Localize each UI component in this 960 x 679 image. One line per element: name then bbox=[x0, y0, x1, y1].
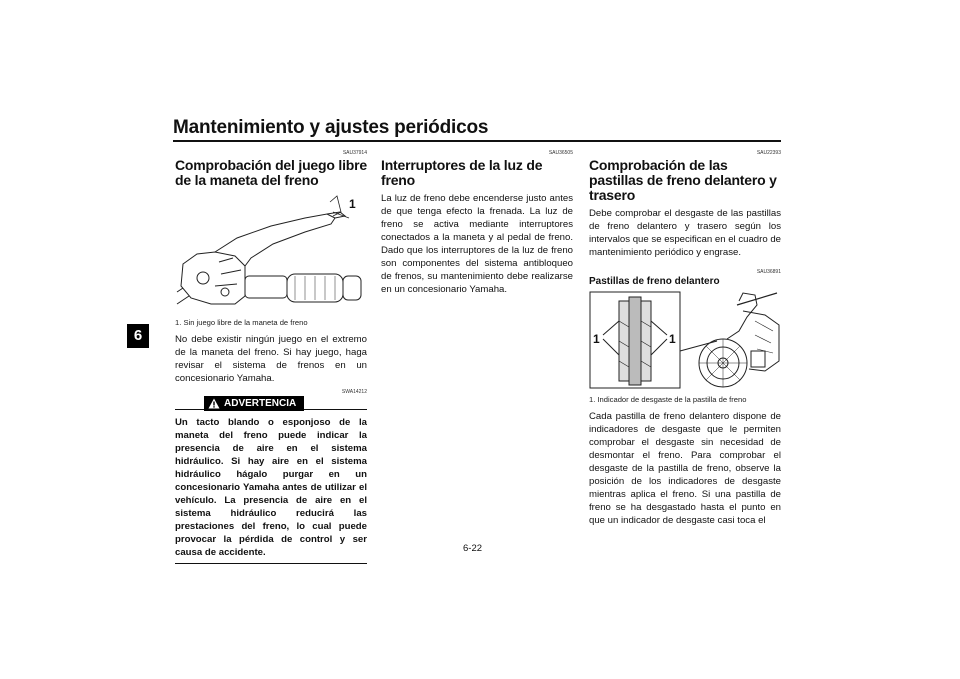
subsection-code: SAU36891 bbox=[756, 269, 781, 275]
figure-caption: 1. Sin juego libre de la maneta de freno bbox=[175, 318, 308, 327]
body-text: La luz de freno debe encenderse justo antes de que tenga efecto la frenada. La luz de freno se activa mediante interruptores conectados a la maneta y al pedal de freno. Dado que los interruptores de la luz de freno son componentes del sistema antibloqueo de frenos, su mantenimiento debe realizarse en un concesionario Yamaha. bbox=[381, 193, 573, 295]
section-heading: Interruptores de la luz de freno bbox=[381, 157, 543, 188]
warning-end-rule bbox=[175, 563, 367, 564]
warning-triangle-icon bbox=[208, 398, 220, 409]
section-heading: Comprobación del juego libre de la maneta del freno bbox=[175, 157, 367, 188]
column-brake-pads bbox=[589, 150, 781, 527]
body-text: Debe comprobar el desgaste de las pastillas de freno delantero y trasero según los intervalos que se especifican en el cuadro de mantenimiento periódico y engrase. bbox=[589, 208, 781, 258]
section-heading: Comprobación de las pastillas de freno delantero y trasero bbox=[589, 157, 777, 203]
figure-label-left: 1 bbox=[593, 332, 600, 346]
body-text-2: Cada pastilla de freno delantero dispone de indicadores de desgaste que le permiten comprobar el desgaste sin necesidad de desmontar el freno. Para comprobar el desgaste de la pastilla de freno, observe la posición de los indicadores de desgaste mientras aplica el freno. Si una pastilla de freno se ha desgastado hasta el punto en que un indicador de desgaste casi toca el bbox=[589, 411, 781, 526]
page-number: 6-22 bbox=[463, 543, 483, 554]
section-code: SAU36505 bbox=[548, 150, 573, 156]
section-code: SAU22393 bbox=[756, 150, 781, 156]
figure-label: 1 bbox=[349, 197, 356, 211]
warning-text: Un tacto blando o esponjoso de la maneta del freno puede indicar la presencia de aire en el sistema hidráulico. Si hay aire en el sistema hidráulico hágalo purgar en un concesionario Yamaha antes de utilizar el vehículo. La presencia de aire en el sistema hidráulico reducirá las prestaciones del freno, lo cual puede provocar la pérdida de control y ser causa de accidente. bbox=[175, 417, 367, 558]
warning-badge bbox=[204, 396, 304, 411]
figure-brake-pads bbox=[589, 291, 781, 389]
page-header-title: Mantenimiento y ajustes periódicos bbox=[173, 117, 489, 138]
warning-header bbox=[175, 396, 367, 412]
chapter-tab: 6 bbox=[127, 324, 149, 348]
warning-label: ADVERTENCIA bbox=[224, 398, 297, 409]
figure-caption: 1. Indicador de desgaste de la pastilla de freno bbox=[589, 395, 747, 404]
figure-brake-lever bbox=[175, 192, 367, 312]
section-code: SAU37914 bbox=[342, 150, 367, 156]
body-text: No debe existir ningún juego en el extremo de la maneta del freno. Si hay juego, haga revisar el sistema de frenos en un concesionario Yamaha. bbox=[175, 334, 367, 384]
brake-pad-wear-illustration bbox=[589, 291, 781, 389]
header-rule bbox=[173, 140, 781, 142]
figure-label-right: 1 bbox=[669, 332, 676, 346]
brake-lever-illustration bbox=[175, 192, 367, 312]
subsection-heading: Pastillas de freno delantero bbox=[589, 276, 720, 287]
warning-code: SWA14212 bbox=[341, 389, 367, 395]
column-brake-lever bbox=[175, 150, 367, 564]
column-brake-light-switches bbox=[381, 150, 573, 296]
